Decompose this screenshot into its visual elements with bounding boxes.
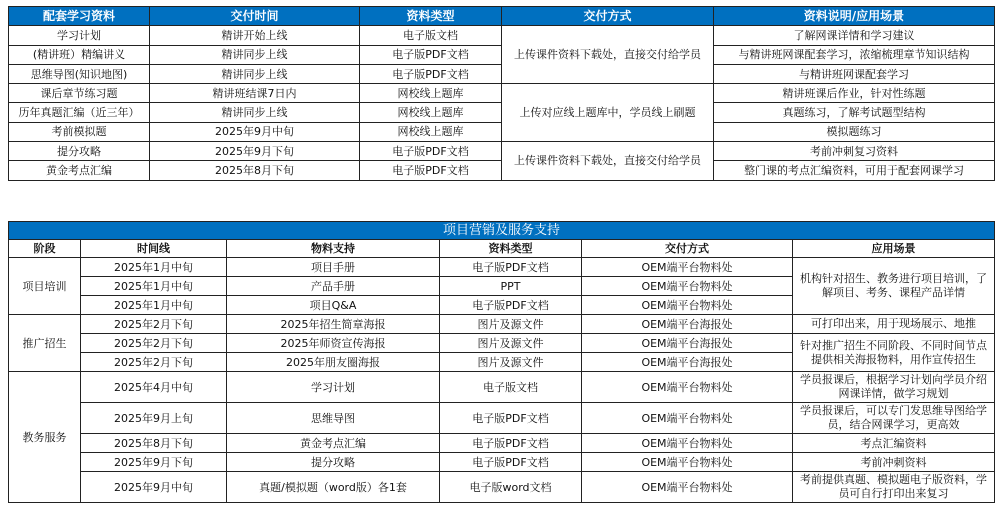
material-type: 网校线上题库: [360, 84, 502, 103]
material-type: 电子版文档: [440, 372, 582, 403]
material-type: 电子版PDF文档: [440, 434, 582, 453]
material-type: 图片及源文件: [440, 315, 582, 334]
material-type: 网校线上题库: [360, 103, 502, 122]
description: 模拟题练习: [714, 122, 995, 141]
timeline: 2025年1月中旬: [81, 258, 227, 277]
material-type: 电子版PDF文档: [440, 296, 582, 315]
header-row: [9, 240, 995, 258]
delivery-time: 2025年9月下旬: [150, 142, 360, 161]
scene: 机构针对招生、教务进行项目培训，了解项目、考务、课程产品详情: [793, 258, 995, 315]
material-type: 图片及源文件: [440, 353, 582, 372]
stage-label: 推广招生: [9, 315, 81, 372]
material-name: 提分攻略: [9, 142, 150, 161]
table-row: [9, 372, 995, 403]
material: 真题/模拟题（word版）各1套: [227, 472, 440, 503]
delivery-time: 精讲班结课7日内: [150, 84, 360, 103]
delivery-method: 上传课件资料下载处，直接交付给学员: [502, 142, 714, 181]
material-type: 电子版PDF文档: [440, 403, 582, 434]
timeline: 2025年8月下旬: [81, 434, 227, 453]
delivery-method: OEM端平台海报处: [582, 353, 793, 372]
material-name: 思维导图(知识地图): [9, 64, 150, 83]
material-type: 电子版PDF文档: [360, 45, 502, 64]
timeline: 2025年9月中旬: [81, 472, 227, 503]
table-row: [9, 334, 995, 353]
scene: 考点汇编资料: [793, 434, 995, 453]
header-materials: 物料支持: [227, 240, 440, 258]
material: 产品手册: [227, 277, 440, 296]
delivery-method: OEM端平台物料处: [582, 453, 793, 472]
material-type: 电子版PDF文档: [360, 64, 502, 83]
scene: 考前提供真题、模拟题电子版资料，学员可自行打印出来复习: [793, 472, 995, 503]
table-row: [9, 26, 995, 45]
delivery-time: 精讲同步上线: [150, 45, 360, 64]
timeline: 2025年2月下旬: [81, 334, 227, 353]
description: 与精讲班网课配套学习，浓缩梳理章节知识结构: [714, 45, 995, 64]
material-name: 历年真题汇编（近三年）: [9, 103, 150, 122]
description: 与精讲班网课配套学习: [714, 64, 995, 83]
description: 真题练习，了解考试题型结构: [714, 103, 995, 122]
material: 思维导图: [227, 403, 440, 434]
delivery-method: OEM端平台物料处: [582, 472, 793, 503]
delivery-method: OEM端平台物料处: [582, 403, 793, 434]
header-row: [9, 7, 995, 26]
table-row: [9, 403, 995, 434]
header-material-type: 资料类型: [440, 240, 582, 258]
delivery-time: 2025年8月下旬: [150, 161, 360, 180]
material: 2025年朋友圈海报: [227, 353, 440, 372]
delivery-method: OEM端平台物料处: [582, 372, 793, 403]
material-name: 考前模拟题: [9, 122, 150, 141]
header-stage: 阶段: [9, 240, 81, 258]
material-type: 电子版word文档: [440, 472, 582, 503]
description: 整门课的考点汇编资料，可用于配套网课学习: [714, 161, 995, 180]
material-type: PPT: [440, 277, 582, 296]
table-row: [9, 315, 995, 334]
material: 2025年师资宣传海报: [227, 334, 440, 353]
material-type: 电子版文档: [360, 26, 502, 45]
delivery-time: 精讲开始上线: [150, 26, 360, 45]
header-delivery-method: 交付方式: [502, 7, 714, 26]
delivery-method: OEM端平台物料处: [582, 277, 793, 296]
material-type: 电子版PDF文档: [360, 161, 502, 180]
delivery-method: OEM端平台物料处: [582, 434, 793, 453]
delivery-method: OEM端平台海报处: [582, 334, 793, 353]
timeline: 2025年1月中旬: [81, 277, 227, 296]
scene: 可打印出来，用于现场展示、地推: [793, 315, 995, 334]
header-materials: 配套学习资料: [9, 7, 150, 26]
table-row: [9, 453, 995, 472]
delivery-method: OEM端平台海报处: [582, 315, 793, 334]
header-timeline: 时间线: [81, 240, 227, 258]
header-description: 资料说明/应用场景: [714, 7, 995, 26]
table-row: [9, 434, 995, 453]
scene: 考前冲刺资料: [793, 453, 995, 472]
material-type: 电子版PDF文档: [440, 258, 582, 277]
material-type: 网校线上题库: [360, 122, 502, 141]
stage-label: 项目培训: [9, 258, 81, 315]
timeline: 2025年4月中旬: [81, 372, 227, 403]
delivery-time: 精讲同步上线: [150, 64, 360, 83]
material-type: 电子版PDF文档: [440, 453, 582, 472]
header-material-type: 资料类型: [360, 7, 502, 26]
timeline: 2025年9月下旬: [81, 453, 227, 472]
scene: 学员报课后，可以专门发思维导图给学员，结合网课学习，更高效: [793, 403, 995, 434]
material-type: 电子版PDF文档: [360, 142, 502, 161]
delivery-method: OEM端平台物料处: [582, 296, 793, 315]
header-delivery-time: 交付时间: [150, 7, 360, 26]
marketing-support-table: [8, 221, 995, 503]
description: 精讲班课后作业，针对性练题: [714, 84, 995, 103]
material: 2025年招生简章海报: [227, 315, 440, 334]
material: 黄金考点汇编: [227, 434, 440, 453]
description: 考前冲刺复习资料: [714, 142, 995, 161]
timeline: 2025年2月下旬: [81, 315, 227, 334]
timeline: 2025年1月中旬: [81, 296, 227, 315]
material: 项目手册: [227, 258, 440, 277]
material-name: 学习计划: [9, 26, 150, 45]
header-scene: 应用场景: [793, 240, 995, 258]
delivery-method: 上传对应线上题库中，学员线上刷题: [502, 84, 714, 142]
table-row: [9, 84, 995, 103]
study-materials-table: [8, 6, 995, 181]
delivery-time: 2025年9月中旬: [150, 122, 360, 141]
material: 项目Q&A: [227, 296, 440, 315]
description: 了解网课详情和学习建议: [714, 26, 995, 45]
table-row: [9, 472, 995, 503]
material: 学习计划: [227, 372, 440, 403]
scene: 学员报课后，根据学习计划向学员介绍网课详情，做学习规划: [793, 372, 995, 403]
timeline: 2025年9月上旬: [81, 403, 227, 434]
delivery-method: 上传课件资料下载处，直接交付给学员: [502, 26, 714, 84]
stage-label: 教务服务: [9, 372, 81, 503]
table-row: [9, 142, 995, 161]
delivery-time: 精讲同步上线: [150, 103, 360, 122]
table-title: 项目营销及服务支持: [9, 222, 995, 240]
header-delivery-method: 交付方式: [582, 240, 793, 258]
material-type: 图片及源文件: [440, 334, 582, 353]
timeline: 2025年2月下旬: [81, 353, 227, 372]
material-name: 课后章节练习题: [9, 84, 150, 103]
material-name: 黄金考点汇编: [9, 161, 150, 180]
material: 提分攻略: [227, 453, 440, 472]
table-row: [9, 258, 995, 277]
material-name: (精讲班）精编讲义: [9, 45, 150, 64]
scene: 针对推广招生不同阶段、不同时间节点提供相关海报物料，用作宣传招生: [793, 334, 995, 372]
delivery-method: OEM端平台物料处: [582, 258, 793, 277]
